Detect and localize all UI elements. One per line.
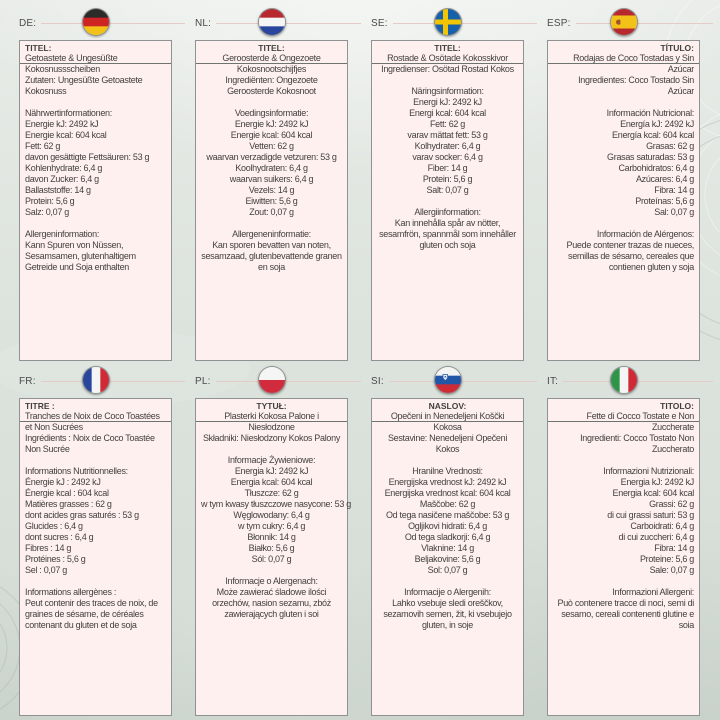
title-label: TÍTULO: <box>660 43 694 53</box>
nutrition-line: Vetten: 62 g <box>249 141 294 151</box>
nutrition-line: Energie kJ: 2492 kJ <box>25 119 99 129</box>
netherlands-flag-icon <box>258 8 286 36</box>
section-gap <box>553 218 694 229</box>
nutrition-line: Od tega nasičene maščobe: 53 g <box>385 510 510 520</box>
nutrition-line: Od tega sladkorji: 6,4 g <box>404 532 491 542</box>
title-underline <box>372 63 523 64</box>
allergen-text: Puede contener trazas de nueces, semillas de sésamo, cereales que contienen gluten y soja <box>566 240 694 272</box>
nutrition-line: Énergie kcal : 604 kcal <box>25 488 109 498</box>
nutrition-line: davon gesättigte Fettsäuren: 53 g <box>25 152 150 162</box>
language-header <box>195 366 361 396</box>
section-gap <box>553 576 694 587</box>
allergen-text: Può contenere tracce di noci, semi di sesamo, cereali contenenti glutine e soia <box>557 598 694 630</box>
nutrition-line: Fibra: 14 g <box>654 185 694 195</box>
nutrition-header: Información Nutricional: <box>606 108 694 118</box>
header-divider-line <box>389 381 537 382</box>
header-divider-line <box>563 381 713 382</box>
language-header <box>19 366 185 396</box>
allergen-text: Kan innehålla spår av nötter, sesamfrön, spannmål som innehåller gluten och soja <box>379 218 516 250</box>
section-gap <box>25 576 166 587</box>
nutrition-line: Proteínas: 5,6 g <box>635 196 694 206</box>
nutrition-line: Energia kcal: 604 kcal <box>230 477 313 487</box>
germany-flag-icon <box>82 8 110 36</box>
language-code-label: DE: <box>19 17 37 29</box>
nutrition-line: di cui grassi saturi: 53 g <box>607 510 694 520</box>
section-gap <box>201 218 342 229</box>
label-card <box>547 40 700 361</box>
nutrition-line: Ballaststoffe: 14 g <box>25 185 91 195</box>
nutrition-line: Ogljikovi hidrati: 6,4 g <box>408 521 487 531</box>
nutrition-lines <box>377 477 518 576</box>
label-card <box>547 398 700 716</box>
header-divider-line <box>41 381 185 382</box>
section-gap <box>377 576 518 587</box>
language-panel <box>19 358 185 718</box>
france-flag-icon <box>82 366 110 394</box>
nutrition-lines <box>201 119 342 218</box>
title-label: TITOLO: <box>660 401 694 411</box>
section-gap <box>201 565 342 576</box>
title-underline <box>548 63 699 64</box>
label-card <box>19 398 172 716</box>
ingredients-text: Sestavine: Nenedeljeni Opečeni Kokos <box>387 433 508 454</box>
nutrition-line: Carbohidratos: 6,4 g <box>618 163 694 173</box>
nutrition-line: Energie kcal: 604 kcal <box>230 130 313 140</box>
nutrition-line: Energia kJ: 2492 kJ <box>620 477 694 487</box>
label-card <box>195 398 351 716</box>
nutrition-line: Carboidrati: 6,4 g <box>630 521 694 531</box>
nutrition-line: Kolhydrater: 6,4 g <box>414 141 481 151</box>
product-title: Opečeni in Nenedeljeni Koščki Kokosa <box>390 411 505 432</box>
section-gap <box>553 97 694 108</box>
allergen-text: Kann Spuren von Nüssen, Sesamsamen, glutenhaltigem Getreide und Soja enthalten <box>25 240 136 272</box>
product-title: Geroosterde & Ongezoete Kokosnootschijfjes <box>222 53 321 74</box>
nutrition-header: Informations Nutritionnelles: <box>25 466 128 476</box>
nutrition-line: davon Zucker: 6,4 g <box>25 174 99 184</box>
nutrition-header: Hranilne Vrednosti: <box>412 466 483 476</box>
title-label: NASLOV: <box>428 401 467 411</box>
ingredients-text: Zutaten: Ungesüßte Getoastete Kokosnuss <box>25 75 143 96</box>
nutrition-line: Protéines : 5,6 g <box>25 554 86 564</box>
nutrition-line: Energia kcal: 604 kcal <box>612 488 694 498</box>
header-divider-line <box>216 23 361 24</box>
section-gap <box>25 97 166 108</box>
nutrition-line: Fett: 62 g <box>429 119 466 129</box>
nutrition-line: Protein: 5,6 g <box>25 196 75 206</box>
language-code-label: SE: <box>371 17 388 29</box>
nutrition-lines <box>25 477 166 576</box>
language-panel <box>371 358 537 718</box>
section-gap <box>201 444 342 455</box>
nutrition-line: dont sucres : 6,4 g <box>25 532 94 542</box>
nutrition-line: Salt: 0,07 g <box>426 185 469 195</box>
nutrition-line: di cui zuccheri: 6,4 g <box>618 532 694 542</box>
allergen-text: Może zawierać śladowe ilości orzechów, nasion sezamu, zbóż zawierających gluten i soi <box>212 587 331 619</box>
allergen-text: Peut contenir des traces de noix, de graines de sésame, de céréales contenant du gluten et de soja <box>25 598 158 630</box>
allergen-header: Información de Alérgenos: <box>596 229 694 239</box>
section-gap <box>25 455 166 466</box>
title-underline <box>20 63 171 64</box>
allergen-header: Informacje o Alergenach: <box>225 576 318 586</box>
nutrition-line: Vlaknine: 14 g <box>421 543 474 553</box>
language-code-label: SI: <box>371 375 384 387</box>
nutrition-line: Sel : 0,07 g <box>25 565 67 575</box>
italy-flag-icon <box>610 366 638 394</box>
title-label: TITEL: <box>434 43 461 53</box>
language-panel <box>371 0 537 360</box>
allergen-header: Informazioni Allergeni: <box>612 587 694 597</box>
header-divider-line <box>216 381 361 382</box>
language-header <box>195 8 361 38</box>
sweden-flag-icon <box>434 8 462 36</box>
nutrition-line: Energie kJ: 2492 kJ <box>234 119 309 129</box>
ingredients-text: Ingrédients : Noix de Coco Toastée Non Sucrée <box>25 433 155 454</box>
section-gap <box>201 97 342 108</box>
nutrition-line: Grasas: 62 g <box>646 141 694 151</box>
nutrition-line: Kohlenhydrate: 6,4 g <box>25 163 103 173</box>
allergen-header: Allergeninformation: <box>25 229 100 239</box>
nutrition-header: Näringsinformation: <box>411 86 484 96</box>
spain-flag-icon <box>610 8 638 36</box>
nutrition-line: Grassi: 62 g <box>649 499 694 509</box>
title-label: TITEL: <box>258 43 285 53</box>
nutrition-lines <box>201 466 351 565</box>
nutrition-header: Nährwertinformationen: <box>25 108 112 118</box>
product-title: Rostade & Osötade Kokosskivor <box>387 53 508 63</box>
nutrition-line: Eiwitten: 5,6 g <box>245 196 298 206</box>
nutrition-line: Matières grasses : 62 g <box>25 499 112 509</box>
nutrition-line: waarvan suikers: 6,4 g <box>229 174 314 184</box>
nutrition-lines <box>553 477 694 576</box>
language-code-label: ESP: <box>547 17 571 29</box>
nutrition-header: Informazioni Nutrizionali: <box>603 466 694 476</box>
language-header <box>371 366 537 396</box>
nutrition-line: Fiber: 14 g <box>427 163 468 173</box>
nutrition-line: Energi kcal: 604 kcal <box>409 108 486 118</box>
nutrition-line: w tym kwasy tłuszczowe nasycone: 53 g <box>201 499 351 509</box>
allergen-text: Kan sporen bevatten van noten, sesamzaad, glutenbevattende granen en soja <box>201 240 342 272</box>
nutrition-line: dont acides gras saturés : 53 g <box>25 510 139 520</box>
nutrition-line: Sal: 0,07 g <box>654 207 694 217</box>
nutrition-line: Fett: 62 g <box>25 141 61 151</box>
nutrition-line: Maščobe: 62 g <box>419 499 476 509</box>
nutrition-line: Sol: 0,07 g <box>427 565 468 575</box>
nutrition-line: Energi kJ: 2492 kJ <box>413 97 482 107</box>
slovenia-flag-icon <box>434 366 462 394</box>
label-card <box>195 40 348 361</box>
nutrition-line: Sól: 0,07 g <box>251 554 292 564</box>
language-code-label: NL: <box>195 17 212 29</box>
nutrition-line: Białko: 5,6 g <box>248 543 295 553</box>
product-title: Plasterki Kokosa Palone i Niesłodzone <box>224 411 319 432</box>
nutrition-line: Énergie kJ : 2492 kJ <box>25 477 101 487</box>
nutrition-line: waarvan verzadigde vetzuren: 53 g <box>206 152 337 162</box>
nutrition-header: Informacje Żywieniowe: <box>227 455 316 465</box>
allergen-header: Informations allergènes : <box>25 587 117 597</box>
nutrition-lines <box>377 97 518 196</box>
language-code-label: FR: <box>19 375 36 387</box>
nutrition-line: Węglowodany: 6,4 g <box>233 510 310 520</box>
ingredients-text: Ingredienti: Cocco Tostato Non Zuccherato <box>580 433 694 454</box>
language-panel <box>19 0 185 360</box>
nutrition-line: Energía kcal: 604 kcal <box>612 130 694 140</box>
header-divider-line <box>576 23 713 24</box>
product-title: Fette di Cocco Tostate e Non Zuccherate <box>586 411 694 432</box>
language-panel <box>195 358 361 718</box>
label-card <box>371 40 524 361</box>
nutrition-line: Energijska vrednost kJ: 2492 kJ <box>388 477 507 487</box>
label-card <box>19 40 172 361</box>
allergen-header: Allergeneninformatie: <box>232 229 311 239</box>
poland-flag-icon <box>258 366 286 394</box>
section-gap <box>25 218 166 229</box>
section-gap <box>377 196 518 207</box>
nutrition-lines <box>553 119 694 218</box>
nutrition-line: Glucides : 6,4 g <box>25 521 83 531</box>
language-panel <box>547 0 713 360</box>
title-label: TITEL: <box>25 43 52 53</box>
ingredients-text: Ingredienser: Osötad Rostad Kokos <box>381 64 514 74</box>
title-label: TYTUŁ: <box>256 401 287 411</box>
nutrition-line: Fibra: 14 g <box>654 543 694 553</box>
nutrition-lines <box>25 119 166 218</box>
language-header <box>547 366 713 396</box>
product-title: Rodajas de Coco Tostadas y Sin Azúcar <box>573 53 694 74</box>
title-underline <box>548 421 699 422</box>
title-label: TITRE : <box>25 401 55 411</box>
title-underline <box>196 421 347 422</box>
label-card <box>371 398 524 716</box>
title-underline <box>372 421 523 422</box>
allergen-text: Lahko vsebuje sledi oreščkov, sezamovih semen, žit, ki vsebujejo gluten, in soje <box>383 598 512 630</box>
header-divider-line <box>41 23 185 24</box>
nutrition-line: Energie kcal: 604 kcal <box>25 130 107 140</box>
product-title: Tranches de Noix de Coco Toastées et Non Sucrées <box>25 411 160 432</box>
title-underline <box>196 63 347 64</box>
nutrition-line: Azúcares: 6,4 g <box>635 174 694 184</box>
nutrition-line: Protein: 5,6 g <box>422 174 473 184</box>
nutrition-line: Koolhydraten: 6,4 g <box>235 163 308 173</box>
nutrition-line: Błonnik: 14 g <box>247 532 296 542</box>
title-underline <box>20 421 171 422</box>
section-gap <box>377 455 518 466</box>
nutrition-line: Energía kJ: 2492 kJ <box>620 119 694 129</box>
nutrition-line: Zout: 0,07 g <box>249 207 294 217</box>
language-header <box>547 8 713 38</box>
language-header <box>19 8 185 38</box>
language-code-label: IT: <box>547 375 559 387</box>
nutrition-line: Salz: 0,07 g <box>25 207 69 217</box>
ingredients-text: Ingrediënten: Ongezoete Geroosterde Kokosnoot <box>225 75 318 96</box>
section-gap <box>377 75 518 86</box>
section-gap <box>553 455 694 466</box>
nutrition-line: Energijska vrednost kcal: 604 kcal <box>384 488 511 498</box>
nutrition-line: Proteine: 5,6 g <box>639 554 694 564</box>
header-divider-line <box>393 23 537 24</box>
nutrition-line: Tłuszcze: 62 g <box>244 488 299 498</box>
nutrition-line: Vezels: 14 g <box>248 185 295 195</box>
language-header <box>371 8 537 38</box>
nutrition-line: varav socker: 6,4 g <box>412 152 483 162</box>
nutrition-line: Sale: 0,07 g <box>649 565 694 575</box>
nutrition-line: Energia kJ: 2492 kJ <box>234 466 309 476</box>
nutrition-line: varav mättat fett: 53 g <box>407 130 488 140</box>
allergen-header: Allergiinformation: <box>414 207 481 217</box>
product-title: Getoastete & Ungesüßte Kokosnussscheiben <box>25 53 118 74</box>
language-panel <box>195 0 361 360</box>
nutrition-line: Beljakovine: 5,6 g <box>414 554 481 564</box>
allergen-header: Informacije o Alergenih: <box>404 587 491 597</box>
nutrition-header: Voedingsinformatie: <box>234 108 309 118</box>
nutrition-line: Fibres : 14 g <box>25 543 72 553</box>
language-code-label: PL: <box>195 375 211 387</box>
ingredients-text: Ingredientes: Coco Tostado Sin Azúcar <box>578 75 694 96</box>
nutrition-line: Grasas saturadas: 53 g <box>607 152 694 162</box>
nutrition-line: w tym cukry: 6,4 g <box>237 521 306 531</box>
language-panel <box>547 358 713 718</box>
ingredients-text: Składniki: Niesłodzony Kokos Palony <box>202 433 341 443</box>
